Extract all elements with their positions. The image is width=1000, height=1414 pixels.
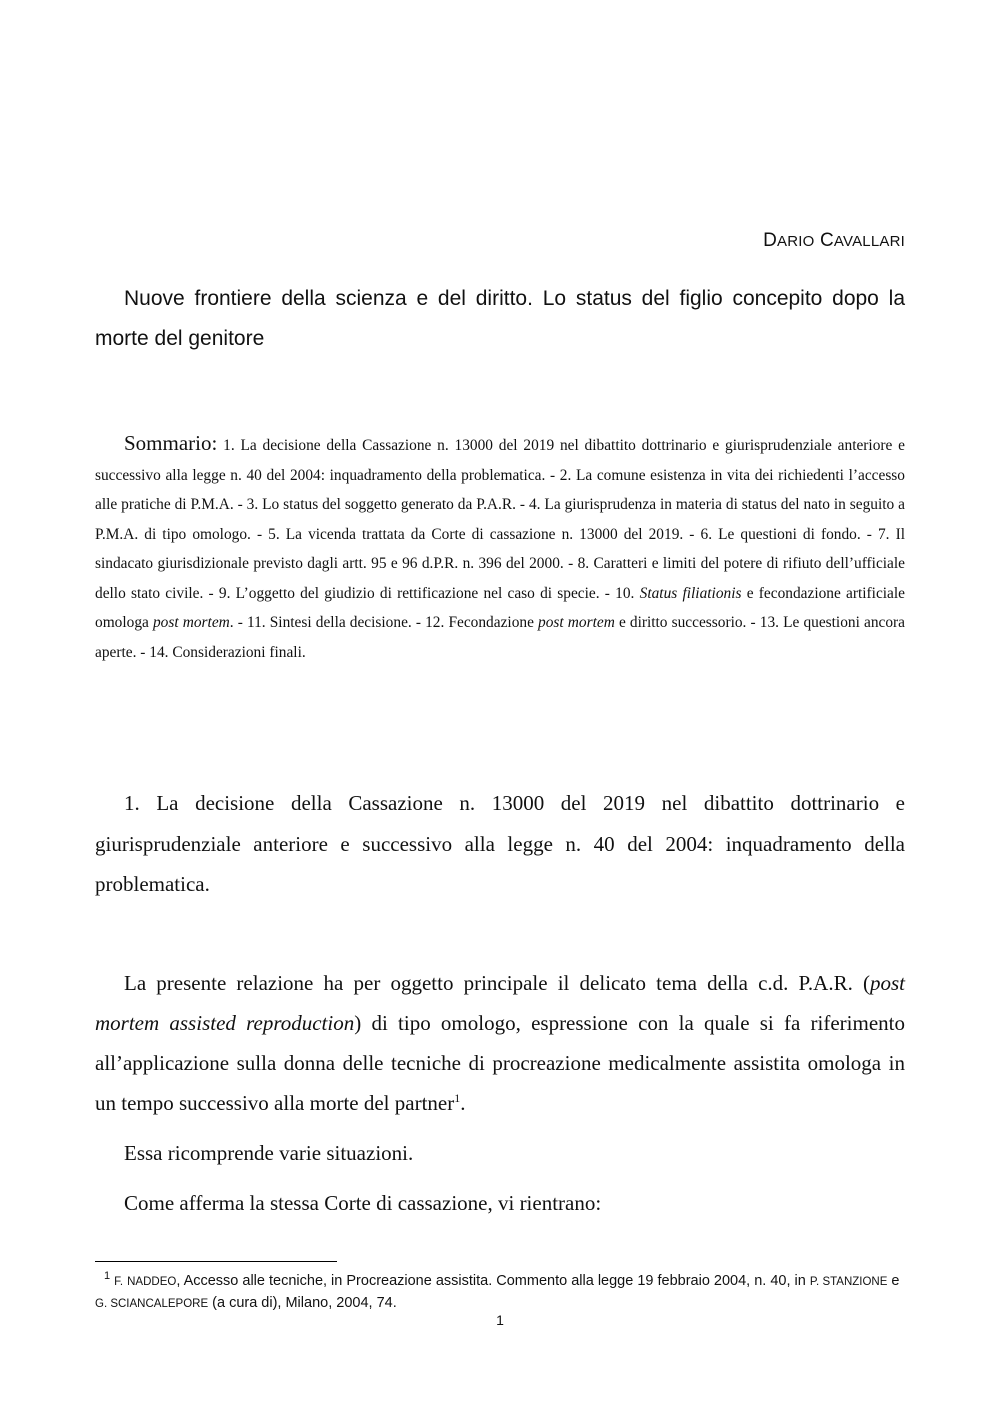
footnote: $^1$ F. NADDEO, Accesso alle tecniche, in Procreazione assistita. Commento alla legge 19 febbraio 2004, n. 40, in P. STANZIONE e G. SCIANCALEPORE (a cura di), Milano, 2004, 74.: [95, 1270, 900, 1311]
section-heading: 1. La decisione della Cassazione n. 13000 del 2019 nel dibattito dottrinario e giurisprudenziale anteriore e successivo alla legge n. 40 del 2004: inquadramento della problematica.: [95, 791, 905, 896]
paragraph: Come afferma la stessa Corte di cassazione, vi rientrano:: [124, 1191, 602, 1215]
author-name: DARIO CAVALLARI: [763, 230, 905, 251]
footnote-reference[interactable]: 1: [454, 1091, 461, 1105]
footnote-separator: [95, 1261, 337, 1262]
summary-label: Sommario:: [124, 431, 218, 455]
table-of-contents-summary: Sommario: 1. La decisione della Cassazione n. 13000 del 2019 nel dibattito dottrinario e giurisprudenziale anteriore e successivo alla legge n. 40 del 2004: inquadramento della problematica. - 2. La comune esistenza in vita dei richiedenti l’accesso alle pratiche di P.M.A. - 3. Lo status del soggetto generato da P.A.R. - 4. La giurisprudenza in materia di status del nato in seguito a P.M.A. di tipo omologo. - 5. La vicenda trattata da Corte di cassazione n. 13000 del 2019. - 6. Le questioni di fondo. - 7. Il sindacato giurisdizionale previsto dagli artt. 95 e 96 d.P.R. n. 396 del 2000. - 8. Caratteri e limiti del potere di rifiuto dell’ufficiale dello stato civile. - 9. L’oggetto del giudizio di rettificazione nel caso di specie. - 10. Status filiationis e fecondazione artificiale omologa post mortem. - 11. Sintesi della decisione. - 12. Fecondazione post mortem e diritto successorio. - 13. Le questioni ancora aperte. - 14. Considerazioni finali.: [95, 431, 905, 661]
article-title: Nuove frontiere della scienza e del diritto. Lo status del figlio concepito dopo la morte del genitore: [95, 287, 905, 350]
paragraph: La presente relazione ha per oggetto principale il delicato tema della c.d. P.A.R. (post mortem assisted reproduction) di tipo omologo, espressione con la quale si fa riferimento all’applicazione sulla donna delle tecniche di procreazione medicalmente assistita omologa in un tempo successivo alla morte del partner$^1$.: [95, 971, 905, 1115]
body-text: [95, 963, 905, 1233]
paragraph: Essa ricomprende varie situazioni.: [124, 1141, 414, 1165]
page-number: 1: [496, 1312, 504, 1328]
footnote-mark: 1: [104, 1270, 111, 1283]
